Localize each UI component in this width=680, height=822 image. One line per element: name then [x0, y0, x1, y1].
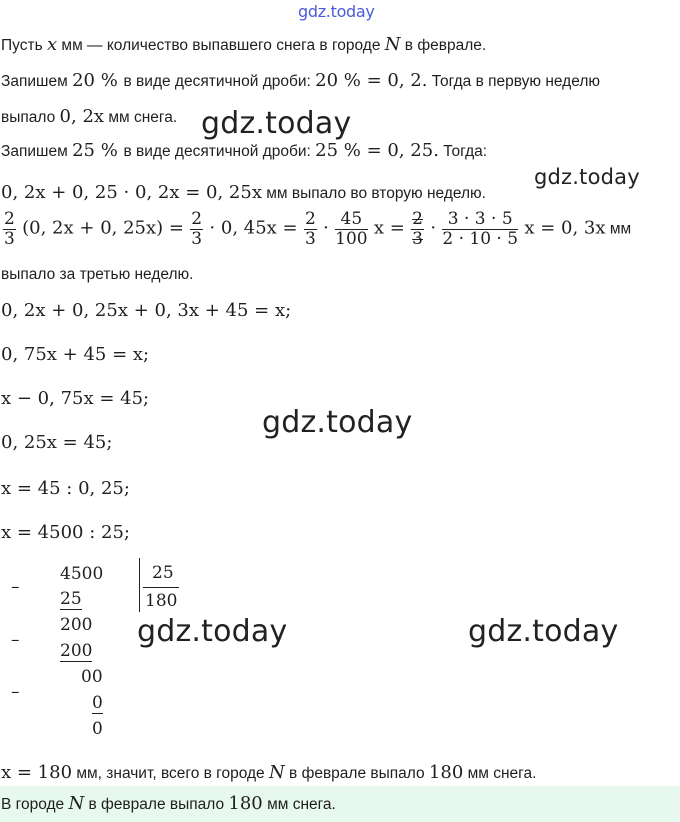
line-7: выпало за третью неделю.: [1, 266, 194, 283]
remainder: 200: [60, 615, 93, 635]
equation-4: 0, 25x = 45;: [1, 432, 113, 453]
text: мм снега.: [262, 796, 336, 813]
math: (0, 2x + 0, 25x) =: [22, 217, 184, 239]
answer-box: [0, 786, 680, 822]
fraction: $\frac{2}{3}$: [304, 209, 316, 249]
text: мм, значит, всего в городе: [72, 765, 269, 782]
math: ·: [323, 217, 329, 239]
text: мм снега.: [104, 109, 178, 126]
math: · 0, 45x =: [209, 217, 298, 239]
text: в виде десятичной дроби:: [123, 143, 316, 160]
math: 180: [428, 762, 464, 783]
answer-line: [1, 793, 336, 814]
result: 0: [92, 719, 103, 739]
equation-3: x − 0, 75x = 45;: [1, 388, 150, 409]
watermark: gdz.today: [468, 614, 619, 649]
line-2: [1, 70, 600, 91]
math: ·: [430, 217, 437, 239]
watermark: gdz.today: [262, 405, 413, 440]
math: x = 0, 3x: [524, 217, 606, 239]
text: Тогда:: [438, 143, 488, 160]
math-var: N: [68, 793, 85, 814]
line-3: [1, 106, 177, 127]
math: 0, 2x + 0, 25 · 0, 2x = 0, 25x: [1, 182, 262, 203]
text: Запишем: [1, 73, 73, 90]
text: В городе: [1, 796, 69, 813]
division-vertical-line: [139, 558, 140, 612]
watermark-top: gdz.today: [298, 2, 375, 21]
watermark: gdz.today: [137, 614, 288, 649]
subtrahend: 25: [60, 589, 82, 609]
remainder: 00: [81, 667, 103, 687]
equation-1: 0, 2x + 0, 25x + 0, 3x + 45 = x;: [1, 300, 292, 321]
minus-sign: –: [11, 630, 20, 650]
math: 20 % = 0, 2.: [315, 70, 428, 91]
text: мм: [605, 220, 632, 238]
final-line: [1, 762, 536, 783]
text: Пусть: [1, 37, 47, 54]
math: 180: [228, 793, 263, 814]
equation-2: 0, 75x + 45 = x;: [1, 344, 150, 365]
subtrahend: 200: [60, 641, 93, 661]
math: 0, 2x: [59, 106, 105, 127]
watermark: gdz.today: [201, 106, 352, 141]
text: в феврале.: [400, 37, 487, 54]
minus-sign: –: [11, 682, 20, 702]
fraction: $\frac{45}{100}$: [335, 209, 368, 249]
text: в феврале выпало: [84, 796, 229, 813]
text: в виде десятичной дроби:: [123, 73, 316, 90]
math-var: N: [268, 762, 285, 783]
fraction-cancelled: $\frac{2}{3}$: [412, 209, 423, 249]
watermark: gdz.today: [534, 165, 640, 189]
math: 20 %: [72, 70, 124, 91]
text: мм — количество выпавшего снега в городе: [57, 37, 385, 54]
quotient: 180: [145, 591, 178, 611]
math: 25 % = 0, 25.: [315, 140, 439, 161]
text: мм выпало во вторую неделю.: [261, 185, 486, 202]
line-6-fractions: [1, 210, 631, 249]
math: x =: [373, 217, 405, 239]
math-var: N: [384, 34, 401, 55]
math: 25 %: [72, 140, 124, 161]
text: Запишем: [1, 143, 73, 160]
fraction-cancelled: $\frac{3 \cdot 3 \cdot 5}{2 \cdot 10 \cdot 5}$: [442, 209, 519, 249]
text: мм снега.: [463, 765, 537, 782]
minus-sign: –: [11, 577, 20, 597]
fraction: $\frac{2}{3}$: [191, 209, 203, 249]
line-1: [1, 34, 486, 55]
text: Тогда в первую неделю: [427, 73, 600, 90]
line-4: [1, 140, 487, 161]
subtrahend: 0: [92, 693, 103, 713]
math: x = 180: [1, 762, 73, 783]
dividend: 4500: [60, 564, 104, 584]
math-var: x: [46, 34, 58, 55]
equation-5: x = 45 : 0, 25;: [1, 478, 130, 499]
line-5: [1, 182, 486, 203]
equation-6: x = 4500 : 25;: [1, 522, 130, 543]
fraction: $\frac{2}{3}$: [4, 209, 15, 249]
text: в феврале выпало: [284, 765, 429, 782]
division-horizontal-line: [143, 587, 179, 588]
text: выпало: [1, 109, 60, 126]
divisor: 25: [152, 563, 174, 583]
